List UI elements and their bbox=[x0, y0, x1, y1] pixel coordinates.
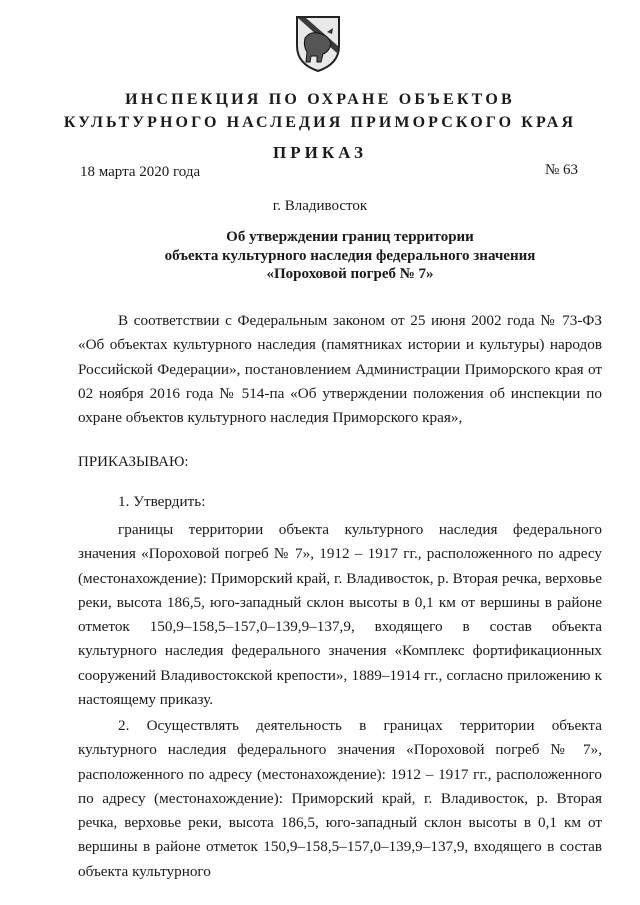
subject-line-2: объекта культурного наследия федерального значения bbox=[164, 247, 536, 264]
document-date: 18 марта 2020 года bbox=[80, 164, 201, 180]
subject-line-1: Об утверждении границ территории bbox=[226, 229, 474, 245]
organization-line-1: ИНСПЕКЦИЯ ПО ОХРАНЕ ОБЪЕКТОВ bbox=[125, 91, 515, 108]
item-1-text: границы территории объекта культурного наследия федерального значения «Пороховой погреб № 7», 1912 – 1917 гг., расположенного по адресу (местонахождение): Приморский край, г. Владивосток, р. Вторая речка, верховье реки, высота 186,5, юго-западный склон высоты в 0,1 км от вершины в районе отметок 150,9–158,5–157,0–139,9–137,9, входящего в состав объекта культурного наследия федерального значения «Комплекс фортификационных сооружений Владивостокской крепости», 1889–1914 гг., согласно приложению к настоящему приказу. bbox=[78, 521, 602, 709]
document-subject bbox=[100, 228, 600, 284]
preamble-paragraph: В соответствии с Федеральным законом от 25 июня 2002 года № 73-ФЗ «Об объектах культурного наследия (памятниках истории и культуры) народов Российской Федерации», постановлением Администрации Приморского края от 02 ноября 2016 года № 514-па «Об утверждении положения об инспекции по охране объектов культурного наследия Приморского края», bbox=[78, 312, 602, 427]
document-number: № 63 bbox=[545, 162, 579, 178]
item-1-title: 1. Утвердить: bbox=[118, 493, 206, 510]
document-city: г. Владивосток bbox=[272, 198, 368, 214]
decree-heading: ПРИКАЗЫВАЮ: bbox=[78, 454, 189, 470]
item-2-text: 2. Осуществлять деятельность в границах территории объекта культурного наследия федерального значения «Пороховой погреб № 7», расположенного по адресу (местонахождение): 1912 – 1917 гг., расположенного по адресу (местонахождение): Приморский край, г. Владивосток, р. Вторая речка, верховье реки, высота 186,5, юго-западный склон высоты в 0,1 км от вершины в районе отметок 150,9–158,5–157,0–139,9–137,9, входящего в состав объекта культурного bbox=[78, 717, 602, 880]
document-type: ПРИКАЗ bbox=[273, 143, 367, 162]
organization-line-2: КУЛЬТУРНОГО НАСЛЕДИЯ ПРИМОРСКОГО КРАЯ bbox=[63, 114, 577, 131]
coat-of-arms-icon bbox=[293, 14, 343, 74]
subject-line-3: «Пороховой погреб № 7» bbox=[266, 266, 434, 282]
